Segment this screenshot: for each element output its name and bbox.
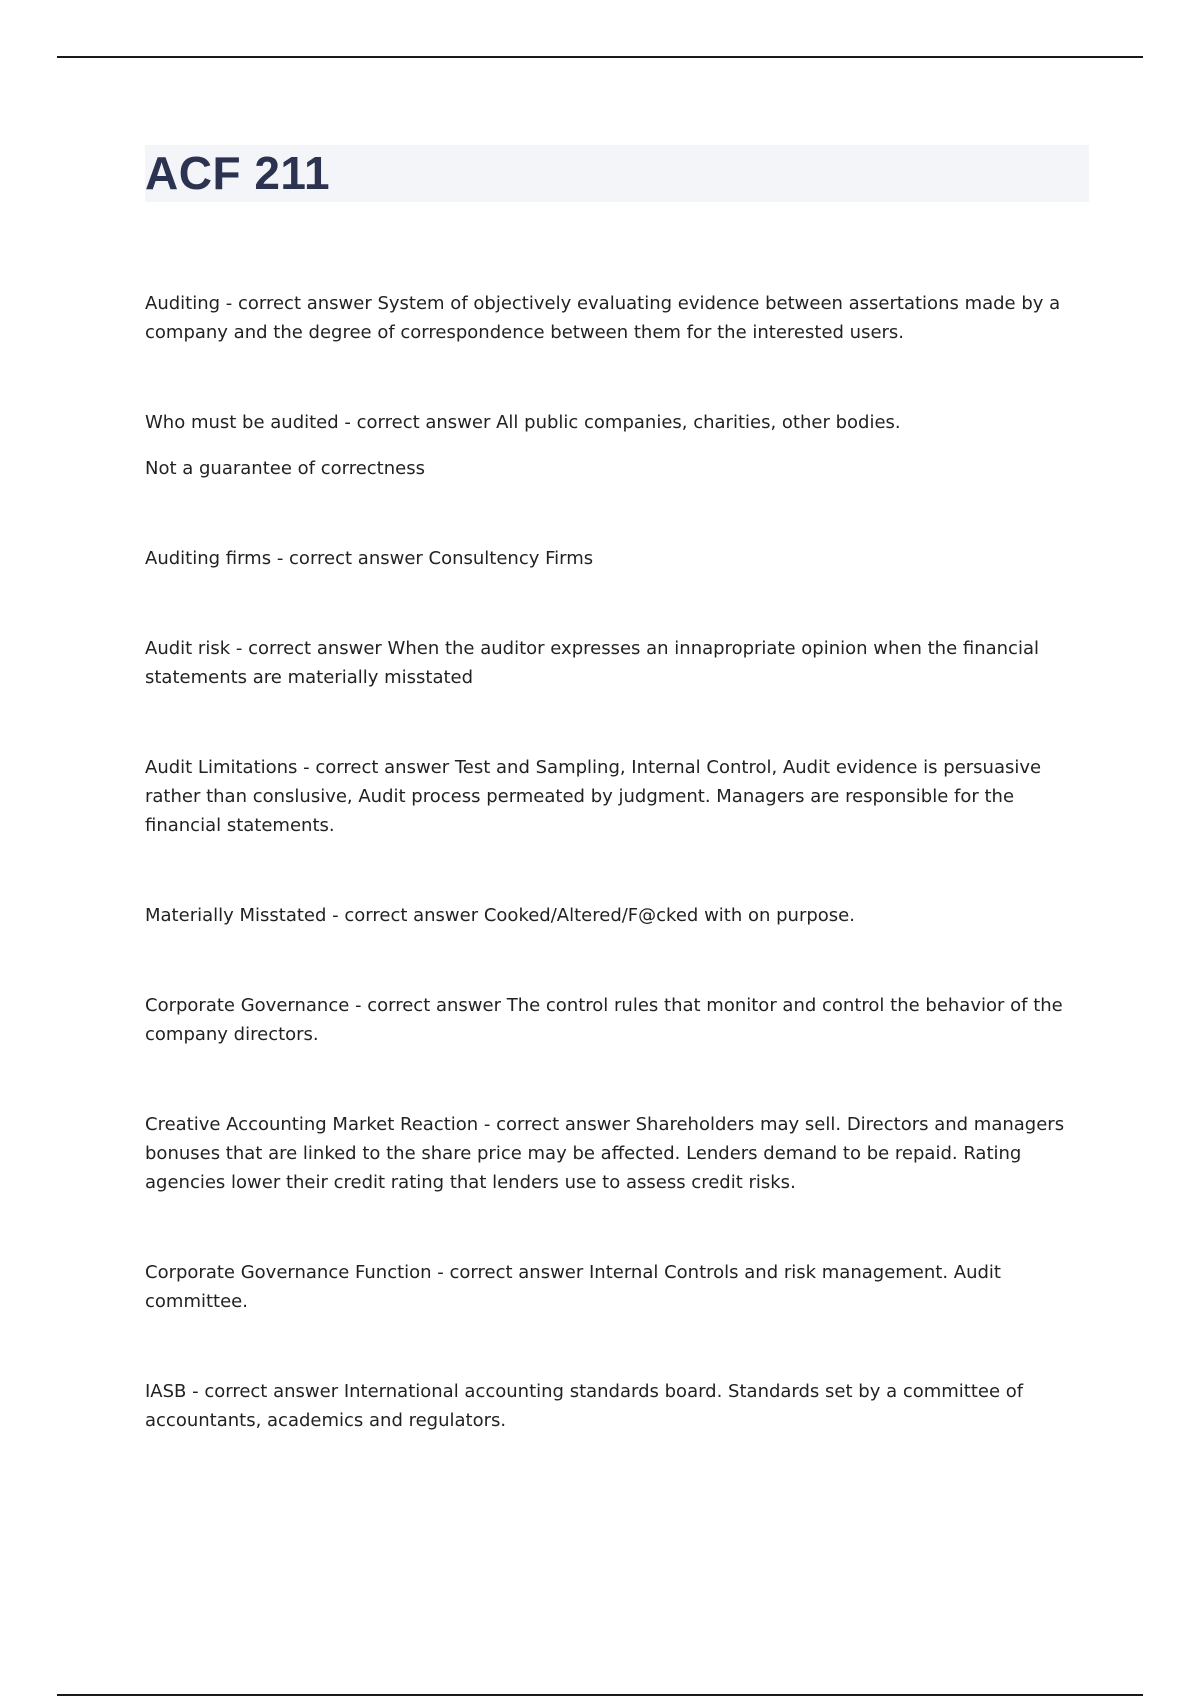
flashcard-entry [145, 991, 1085, 1049]
flashcard-entry [145, 289, 1085, 347]
flashcard-text: IASB - correct answer International accounting standards board. Standards set by a committee of accountants, academics and regulators. [145, 1381, 1024, 1431]
flashcard-entry [145, 634, 1085, 692]
flashcard-text: Auditing - correct answer System of objectively evaluating evidence between assertations made by a company and the degree of correspondence between them for the interested users. [145, 293, 1061, 343]
flashcard-entry [145, 1377, 1085, 1435]
document-title: ACF 211 [145, 147, 331, 199]
top-divider [57, 56, 1143, 58]
bottom-divider [57, 1694, 1143, 1696]
flashcard-text: Audit risk - correct answer When the auditor expresses an innapropriate opinion when the financial statements are materially misstated [145, 638, 1039, 688]
flashcard-entry [145, 753, 1085, 840]
flashcard-entry [145, 1110, 1085, 1197]
flashcard-text: Who must be audited - correct answer All public companies, charities, other bodies. [145, 412, 901, 433]
flashcard-entry [145, 408, 1085, 483]
flashcard-text: Materially Misstated - correct answer Cooked/Altered/F@cked with on purpose. [145, 905, 855, 926]
flashcard-text: Auditing firms - correct answer Consultency Firms [145, 548, 594, 569]
flashcard-text: Corporate Governance - correct answer The control rules that monitor and control the behavior of the company directors. [145, 995, 1063, 1045]
flashcard-entry [145, 1258, 1085, 1316]
flashcard-text: Corporate Governance Function - correct answer Internal Controls and risk management. Audit committee. [145, 1262, 1001, 1312]
flashcard-note: Not a guarantee of correctness [145, 458, 425, 479]
flashcard-list [145, 289, 1085, 1496]
flashcard-entry [145, 901, 1085, 930]
flashcard-text: Creative Accounting Market Reaction - correct answer Shareholders may sell. Directors and managers bonuses that are linked to the share price may be affected. Lenders demand to be repaid. Rating agencies lower their credit rating that lenders use to assess credit risks. [145, 1114, 1065, 1193]
flashcard-entry [145, 544, 1085, 573]
flashcard-text: Audit Limitations - correct answer Test and Sampling, Internal Control, Audit evidence is persuasive rather than conslusive, Audit process permeated by judgment. Managers are responsible for the financial statements. [145, 757, 1042, 836]
